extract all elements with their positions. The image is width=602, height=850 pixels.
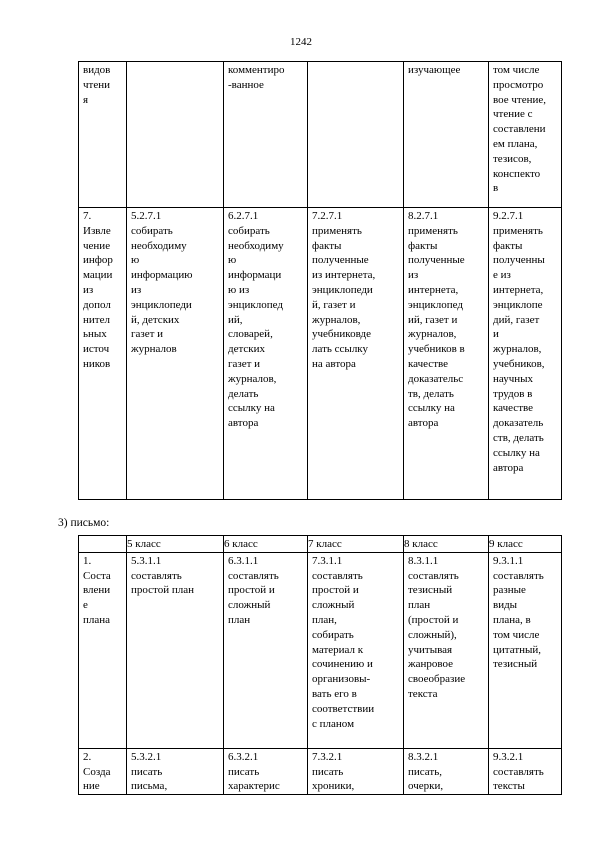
- table-cell: 5.3.1.1 составлять простой план: [127, 552, 224, 748]
- table-cell: 1. Соста влени е плана: [79, 552, 127, 748]
- table-cell: 8.3.2.1 писать, очерки,: [404, 748, 489, 794]
- table-cell: 7. Извле чение инфор мации из допол нител ьных источ ников: [79, 208, 127, 500]
- page-number: 1242: [290, 36, 312, 48]
- table-cell: 6.3.2.1 писать характерис: [224, 748, 308, 794]
- table-cell: 2. Созда ние: [79, 748, 127, 794]
- table-cell: изучающее: [404, 62, 489, 208]
- table-cell: 8.2.7.1 применять факты полученные из интернета, энциклопед ий, газет и журналов, учебников в качестве доказательс тв, делать ссылку на автора: [404, 208, 489, 500]
- writing-outcomes-table: [78, 535, 562, 795]
- table-header-cell: 9 класс: [489, 536, 562, 553]
- table-cell: [127, 62, 224, 208]
- table-header-cell: 8 класс: [404, 536, 489, 553]
- reading-outcomes-table: [78, 61, 562, 500]
- table-row: [79, 552, 562, 748]
- table-cell: 7.3.2.1 писать хроники,: [308, 748, 404, 794]
- table-cell: видов чтени я: [79, 62, 127, 208]
- table-header-row: [79, 536, 562, 553]
- table-cell: 7.3.1.1 составлять простой и сложный план, собирать материал к сочинению и организовы- вать его в соответствии с планом: [308, 552, 404, 748]
- table-row: [79, 208, 562, 500]
- table-cell: комментиро -ванное: [224, 62, 308, 208]
- table-row: [79, 62, 562, 208]
- table-cell: 8.3.1.1 составлять тезисный план (простой и сложный), учитывая жанровое своеобразие текста: [404, 552, 489, 748]
- table-header-cell: 7 класс: [308, 536, 404, 553]
- table-cell: 5.2.7.1 собирать необходиму ю информацию из энциклопеди й, детских газет и журналов: [127, 208, 224, 500]
- table-row: [79, 748, 562, 794]
- table-cell: 9.2.7.1 применять факты полученны е из интернета, энциклопе дий, газет и журналов, учебников, научных трудов в качестве доказатель ств, делать ссылку на автора: [489, 208, 562, 500]
- table-cell: [308, 62, 404, 208]
- table-cell: 7.2.7.1 применять факты полученные из интернета, энциклопеди й, газет и журналов, учебниковде лать ссылку на автора: [308, 208, 404, 500]
- section-title: 3) письмо:: [58, 517, 110, 529]
- table-cell: 5.3.2.1 писать письма,: [127, 748, 224, 794]
- table-header-cell: 5 класс: [127, 536, 224, 553]
- table-cell: 6.3.1.1 составлять простой и сложный план: [224, 552, 308, 748]
- table-cell: том числе просмотро вое чтение, чтение с составлени ем плана, тезисов, конспекто в: [489, 62, 562, 208]
- table-cell: 6.2.7.1 собирать необходиму ю информаци ю из энциклопед ий, словарей, детских газет и журналов, делать ссылку на автора: [224, 208, 308, 500]
- table-header-cell: 6 класс: [224, 536, 308, 553]
- table-cell: 9.3.2.1 составлять тексты: [489, 748, 562, 794]
- table-cell: 9.3.1.1 составлять разные виды плана, в том числе цитатный, тезисный: [489, 552, 562, 748]
- table-header-cell: [79, 536, 127, 553]
